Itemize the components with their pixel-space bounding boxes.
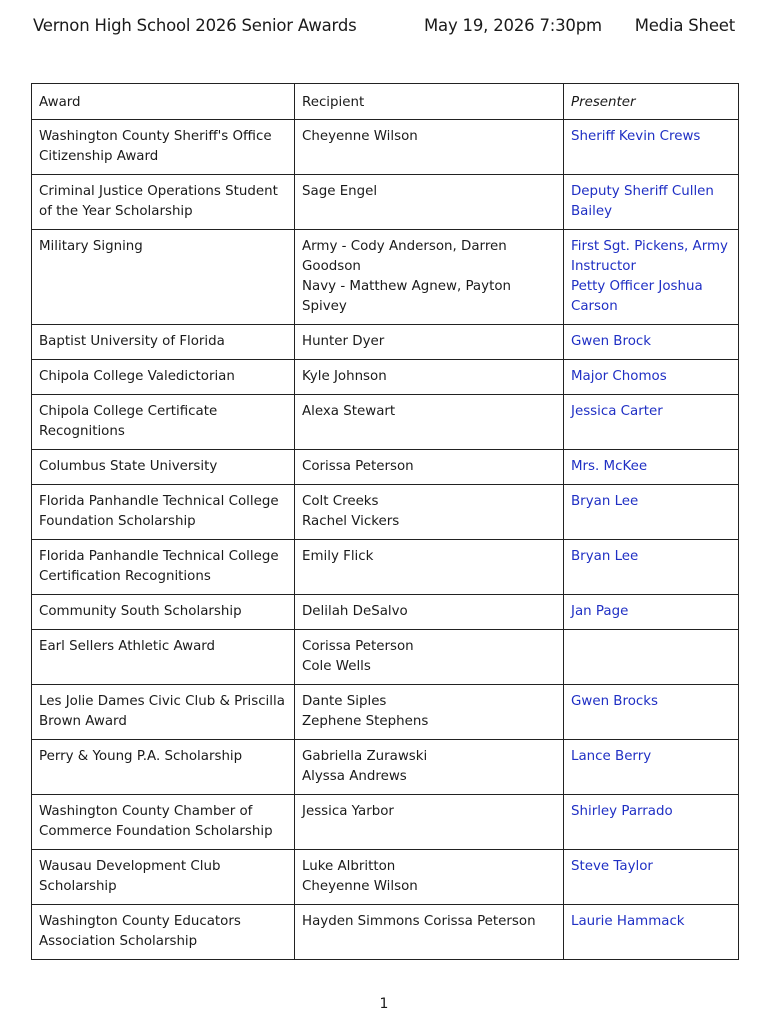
award-cell-line: Certification Recognitions [39,569,211,584]
presenter-cell [564,395,739,450]
column-header-presenter: Presenter [564,84,739,120]
award-cell-line: Scholarship [39,879,117,894]
award-cell [32,740,295,795]
award-cell [32,175,295,230]
recipient-cell-line: Cheyenne Wilson [302,879,418,894]
award-cell [32,120,295,175]
recipient-cell [295,175,564,230]
presenter-cell-line: Bailey [571,204,612,219]
award-cell-line: Association Scholarship [39,934,198,949]
recipient-cell [295,120,564,175]
recipient-cell-line: Cheyenne Wilson [302,129,418,144]
presenter-cell-line: Petty Officer Joshua [571,279,703,294]
recipient-cell-line: Corissa Peterson [302,639,414,654]
recipient-cell [295,485,564,540]
presenter-cell [564,230,739,325]
award-cell [32,540,295,595]
table-row [32,120,739,175]
presenter-cell-line: Major Chomos [571,369,667,384]
award-cell-line: Citizenship Award [39,149,159,164]
presenter-cell-line: Shirley Parrado [571,804,673,819]
presenter-cell-line: Steve Taylor [571,859,653,874]
recipient-cell-line: Delilah DeSalvo [302,604,408,619]
recipient-cell-line: Kyle Johnson [302,369,387,384]
recipient-cell [295,850,564,905]
award-cell-line: Washington County Sheriff's Office [39,129,272,144]
award-cell-line: Chipola College Valedictorian [39,369,235,384]
presenter-cell [564,175,739,230]
table-row [32,325,739,360]
table-row [32,450,739,485]
award-cell-line: Florida Panhandle Technical College [39,549,279,564]
presenter-cell [564,905,739,960]
presenter-cell-line: Mrs. McKee [571,459,648,474]
recipient-cell-line: Navy - Matthew Agnew, Payton Spivey [302,279,511,314]
recipient-cell-line: Cole Wells [302,659,371,674]
award-cell [32,360,295,395]
presenter-cell [564,540,739,595]
presenter-cell [564,450,739,485]
presenter-cell [564,325,739,360]
recipient-cell [295,595,564,630]
recipient-cell-line: Gabriella Zurawski [302,749,428,764]
award-cell-line: Chipola College Certificate [39,404,218,419]
table-row [32,360,739,395]
recipient-cell-line: Goodson [302,259,361,274]
table-row [32,630,739,685]
award-cell [32,485,295,540]
presenter-cell [564,120,739,175]
award-cell-line: Columbus State University [39,459,218,474]
recipient-cell-line: Corissa Peterson [302,459,414,474]
recipient-cell-line: Emily Flick [302,549,374,564]
award-cell-line: Wausau Development Club [39,859,221,874]
presenter-cell-line: Jessica Carter [571,404,663,419]
presenter-cell [564,740,739,795]
sheet-label: Media Sheet [634,16,735,35]
award-cell-line: of the Year Scholarship [39,204,193,219]
presenter-cell-line: Bryan Lee [571,549,639,564]
recipient-cell [295,325,564,360]
award-cell [32,905,295,960]
recipient-cell [295,630,564,685]
document-title: Vernon High School 2026 Senior Awards [33,16,357,35]
presenter-cell-line: Jan Page [571,604,629,619]
recipient-cell [295,685,564,740]
recipient-cell-line: Jessica Yarbor [302,804,394,819]
presenter-cell-line: Instructor [571,259,636,274]
presenter-cell [564,685,739,740]
recipient-cell [295,450,564,485]
award-cell [32,450,295,485]
presenter-cell-line: Gwen Brocks [571,694,658,709]
table-row [32,540,739,595]
table-row [32,850,739,905]
presenter-cell-line: Lance Berry [571,749,652,764]
presenter-cell [564,630,739,685]
award-cell-line: Washington County Educators [39,914,241,929]
recipient-cell-line: Alyssa Andrews [302,769,407,784]
column-header-award: Award [32,84,295,120]
table-row [32,485,739,540]
recipient-cell [295,360,564,395]
award-cell-line: Recognitions [39,424,125,439]
awards-table [31,83,739,960]
recipient-cell-line: Zephene Stephens [302,714,429,729]
page-number: 1 [379,996,389,1012]
presenter-cell [564,485,739,540]
recipient-cell [295,230,564,325]
presenter-cell-line: Laurie Hammack [571,914,685,929]
table-row [32,175,739,230]
table-row [32,595,739,630]
recipient-cell-line: Luke Albritton [302,859,396,874]
award-cell [32,685,295,740]
award-cell-line: Military Signing [39,239,143,254]
award-cell-line: Foundation Scholarship [39,514,196,529]
award-cell [32,850,295,905]
table-row [32,740,739,795]
column-header-recipient: Recipient [295,84,564,120]
presenter-cell [564,795,739,850]
award-cell [32,230,295,325]
award-cell-line: Earl Sellers Athletic Award [39,639,216,654]
recipient-cell [295,540,564,595]
page-header [33,16,735,42]
award-cell [32,795,295,850]
award-cell-line: Community South Scholarship [39,604,242,619]
award-cell-line: Florida Panhandle Technical College [39,494,279,509]
recipient-cell-line: Hunter Dyer [302,334,385,349]
presenter-cell-line: Sheriff Kevin Crews [571,129,701,144]
recipient-cell [295,740,564,795]
award-cell-line: Les Jolie Dames Civic Club & Priscilla [39,694,285,709]
presenter-cell-line: Bryan Lee [571,494,639,509]
recipient-cell-line: Rachel Vickers [302,514,400,529]
recipient-cell [295,395,564,450]
recipient-cell-line: Alexa Stewart [302,404,396,419]
award-cell-line: Baptist University of Florida [39,334,225,349]
award-cell [32,395,295,450]
table-row [32,905,739,960]
recipient-cell-line: Colt Creeks [302,494,379,509]
presenter-cell-line: Carson [571,299,618,314]
award-cell-line: Commerce Foundation Scholarship [39,824,273,839]
recipient-cell [295,795,564,850]
award-cell-line: Washington County Chamber of [39,804,253,819]
recipient-cell-line: Sage Engel [302,184,378,199]
award-cell-line: Criminal Justice Operations Student [39,184,278,199]
recipient-cell [295,905,564,960]
event-date-time: May 19, 2026 7:30pm [424,16,602,35]
award-cell [32,325,295,360]
presenter-cell [564,360,739,395]
table-row [32,795,739,850]
presenter-cell-line: First Sgt. Pickens, Army [571,239,728,254]
table-header-row [32,84,739,120]
table-row [32,230,739,325]
recipient-cell-line: Hayden Simmons Corissa Peterson [302,914,536,929]
recipient-cell-line: Dante Siples [302,694,387,709]
recipient-cell-line: Army - Cody Anderson, Darren [302,239,507,254]
awards-table-body [32,120,739,960]
presenter-cell-line: Gwen Brock [571,334,652,349]
award-cell [32,630,295,685]
award-cell [32,595,295,630]
award-cell-line: Perry & Young P.A. Scholarship [39,749,243,764]
table-row [32,685,739,740]
presenter-cell-line: Deputy Sheriff Cullen [571,184,714,199]
presenter-cell [564,850,739,905]
award-cell-line: Brown Award [39,714,127,729]
table-row [32,395,739,450]
presenter-cell [564,595,739,630]
